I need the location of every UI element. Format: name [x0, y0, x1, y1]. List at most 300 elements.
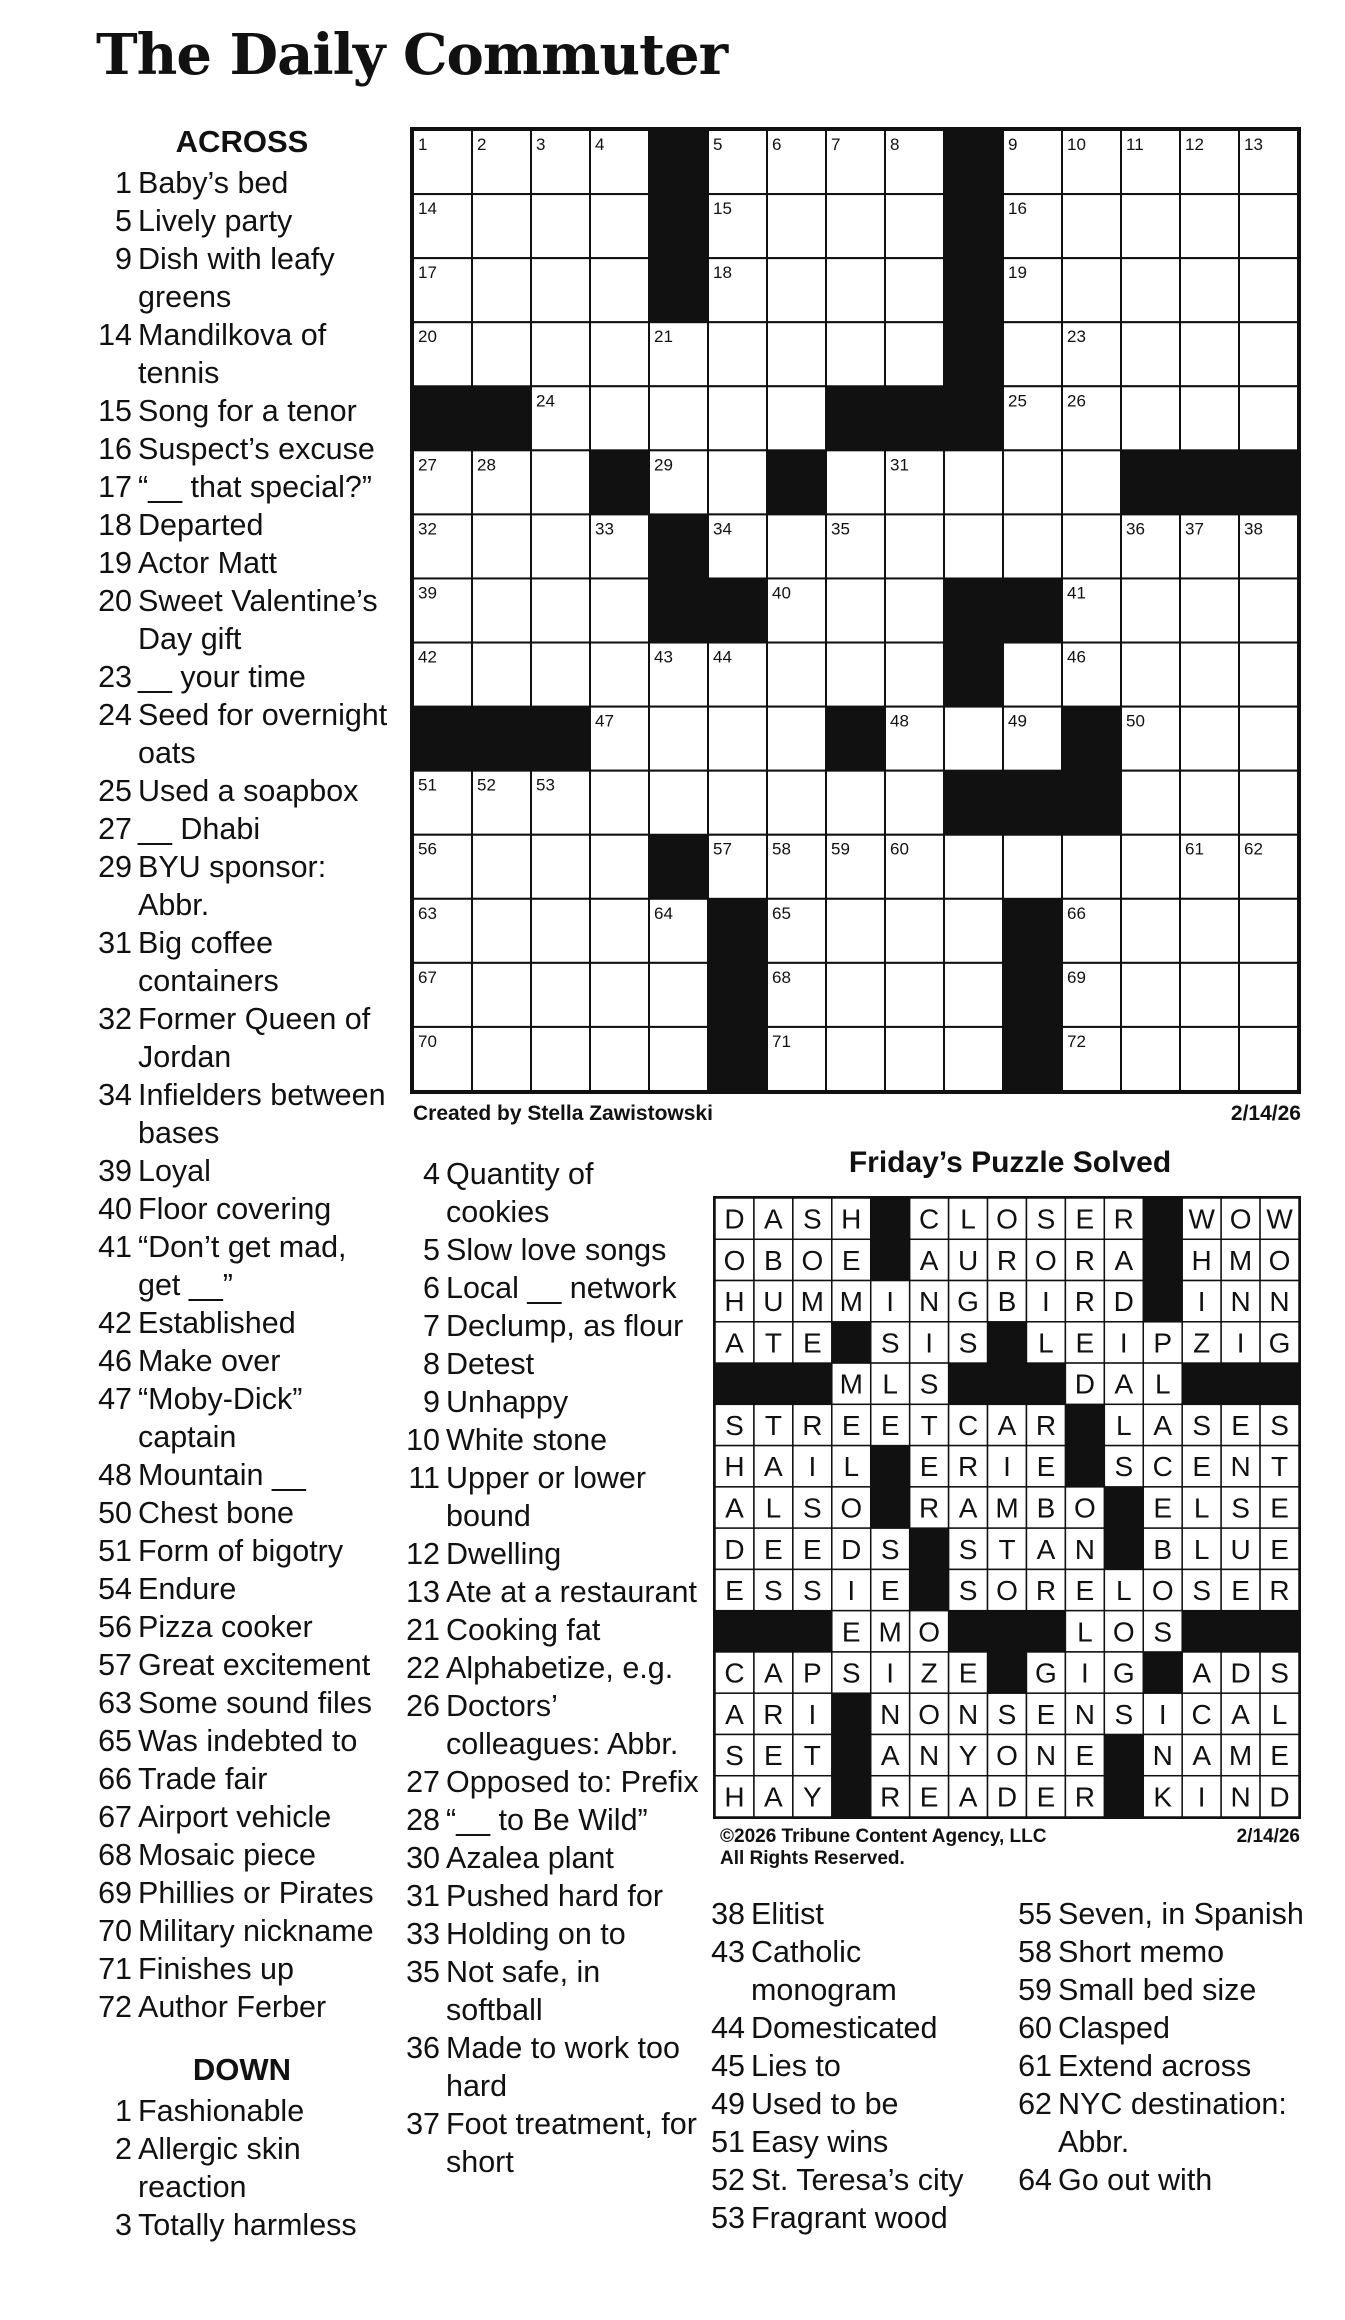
grid-cell[interactable]	[767, 194, 826, 258]
clue-down-col2-26[interactable]	[400, 1687, 700, 1763]
grid-cell[interactable]	[1239, 771, 1298, 835]
solved-black-square	[1182, 1363, 1222, 1405]
grid-cell[interactable]	[649, 963, 708, 1027]
solved-letter: S	[1036, 1203, 1056, 1235]
clue-text: Lively party	[138, 204, 293, 238]
solved-letter: S	[958, 1533, 978, 1565]
grid-cell[interactable]	[1180, 194, 1239, 258]
grid-cell[interactable]	[649, 771, 708, 835]
grid-cell[interactable]	[885, 194, 944, 258]
grid-cell[interactable]	[1180, 899, 1239, 963]
grid-cell[interactable]	[826, 899, 885, 963]
grid-cell[interactable]	[531, 514, 590, 578]
grid-cell[interactable]	[590, 771, 649, 835]
grid-cell[interactable]	[1003, 835, 1062, 899]
grid-cell[interactable]	[767, 514, 826, 578]
grid-cell[interactable]	[590, 386, 649, 450]
clue-across-51[interactable]	[92, 1532, 392, 1570]
clue-down-col2-8[interactable]	[400, 1345, 700, 1383]
grid-cell[interactable]	[944, 514, 1003, 578]
grid-cell[interactable]	[944, 707, 1003, 771]
clue-across-18[interactable]	[92, 506, 392, 544]
cell-number: 47	[595, 711, 614, 731]
grid-cell[interactable]	[649, 1027, 708, 1091]
grid-cell[interactable]	[472, 514, 531, 578]
clue-across-14[interactable]	[92, 316, 392, 392]
grid-cell[interactable]	[1180, 771, 1239, 835]
grid-cell[interactable]	[472, 322, 531, 386]
cell-number: 21	[654, 327, 673, 347]
clue-number: 9	[115, 242, 132, 276]
grid-cell[interactable]	[472, 963, 531, 1027]
grid-cell[interactable]	[944, 963, 1003, 1027]
grid-cell[interactable]	[826, 194, 885, 258]
grid-cell[interactable]	[767, 386, 826, 450]
solved-letter: L	[1038, 1327, 1054, 1359]
clue-down-col3-52[interactable]	[705, 2161, 995, 2199]
solved-letter: N	[1074, 1533, 1095, 1565]
clue-across-42[interactable]	[92, 1304, 392, 1342]
clue-across-68[interactable]	[92, 1836, 392, 1874]
clue-number: 37	[406, 2107, 440, 2141]
cell-number: 6	[772, 135, 782, 154]
grid-cell[interactable]	[1180, 963, 1239, 1027]
clue-number: 8	[423, 1347, 440, 1381]
clue-across-46[interactable]	[92, 1342, 392, 1380]
grid-cell[interactable]	[1239, 322, 1298, 386]
solved-letter: C	[1152, 1451, 1173, 1483]
solved-black-square	[871, 1198, 911, 1240]
solved-letter: A	[958, 1781, 978, 1813]
clue-down-col2-37[interactable]	[400, 2105, 700, 2181]
grid-cell[interactable]	[885, 514, 944, 578]
crossword-grid-svg[interactable]	[413, 130, 1298, 1091]
grid-cell[interactable]	[472, 899, 531, 963]
grid-cell[interactable]	[708, 771, 767, 835]
grid-cell[interactable]	[1121, 386, 1180, 450]
grid-cell[interactable]	[1003, 643, 1062, 707]
grid-cell[interactable]	[885, 963, 944, 1027]
clue-across-50[interactable]	[92, 1494, 392, 1532]
clue-across-56[interactable]	[92, 1608, 392, 1646]
clue-down-col1-2[interactable]	[92, 2130, 392, 2206]
solved-letter: U	[957, 1244, 979, 1276]
clue-down-col4-59[interactable]	[1012, 1971, 1332, 2009]
clue-text: Easy wins	[751, 2125, 889, 2159]
grid-cell[interactable]	[1062, 514, 1121, 578]
grid-cell[interactable]	[1121, 899, 1180, 963]
grid-cell[interactable]	[708, 707, 767, 771]
grid-cell[interactable]	[1239, 258, 1298, 322]
grid-cell[interactable]	[531, 322, 590, 386]
clue-number: 27	[406, 1765, 440, 1799]
clue-down-col2-27[interactable]	[400, 1763, 700, 1801]
solved-black-square	[1143, 1652, 1183, 1694]
grid-cell[interactable]	[885, 578, 944, 642]
grid-cell[interactable]	[472, 643, 531, 707]
solved-letter: M	[1228, 1244, 1253, 1276]
grid-cell[interactable]	[826, 258, 885, 322]
grid-cell[interactable]	[531, 258, 590, 322]
grid-cell[interactable]	[1180, 258, 1239, 322]
solved-letter: M	[800, 1286, 824, 1318]
clue-across-71[interactable]	[92, 1950, 392, 1988]
grid-cell[interactable]	[1180, 322, 1239, 386]
solved-letter: O	[1151, 1575, 1174, 1607]
clue-across-48[interactable]	[92, 1456, 392, 1494]
clue-across-47[interactable]	[92, 1380, 392, 1456]
solved-black-square	[754, 1611, 794, 1653]
clue-text: Chest bone	[138, 1496, 294, 1530]
grid-cell[interactable]	[826, 643, 885, 707]
clue-down-col2-30[interactable]	[400, 1839, 700, 1877]
solved-letter: I	[1197, 1781, 1206, 1813]
grid-cell[interactable]	[1062, 194, 1121, 258]
clue-text: “Moby-Dick” captain	[138, 1382, 303, 1454]
grid-cell[interactable]	[1239, 707, 1298, 771]
black-square	[590, 450, 650, 515]
grid-cell[interactable]	[767, 643, 826, 707]
solved-black-square	[988, 1322, 1028, 1364]
solved-black-square	[832, 1776, 872, 1817]
cell-number: 35	[831, 519, 850, 539]
cell-number: 39	[418, 583, 437, 603]
clue-down-col2-33[interactable]	[400, 1915, 700, 1953]
grid-cell[interactable]	[826, 578, 885, 642]
across-list	[92, 164, 392, 2026]
clue-across-66[interactable]	[92, 1760, 392, 1798]
clue-down-col2-22[interactable]	[400, 1649, 700, 1687]
grid-cell[interactable]	[885, 258, 944, 322]
solved-black-square	[1143, 1281, 1183, 1323]
grid-cell[interactable]	[767, 322, 826, 386]
clue-number: 61	[1018, 2049, 1052, 2083]
grid-cell[interactable]	[1180, 643, 1239, 707]
grid-cell[interactable]	[885, 771, 944, 835]
solved-letter: E	[1036, 1451, 1056, 1483]
grid-cell[interactable]	[472, 258, 531, 322]
grid-cell[interactable]	[1239, 578, 1298, 642]
clue-down-col4-55[interactable]	[1012, 1895, 1332, 1933]
clue-number: 58	[1018, 1935, 1052, 1969]
clue-number: 71	[98, 1952, 132, 1986]
solved-black-square	[949, 1611, 989, 1653]
solved-letter: O	[723, 1244, 746, 1276]
clue-across-17[interactable]	[92, 468, 392, 506]
grid-cell[interactable]	[1121, 643, 1180, 707]
grid-cell[interactable]	[826, 771, 885, 835]
clue-down-col1-1[interactable]	[92, 2092, 392, 2130]
solved-letter: A	[1231, 1698, 1250, 1730]
grid-cell[interactable]	[1180, 1027, 1239, 1091]
solved-letter: T	[998, 1533, 1016, 1565]
clue-across-63[interactable]	[92, 1684, 392, 1722]
solved-letter: E	[1036, 1781, 1056, 1813]
cell-number: 10	[1067, 135, 1086, 154]
clue-text: Cooking fat	[446, 1613, 601, 1647]
grid-cell[interactable]	[531, 899, 590, 963]
grid-cell[interactable]	[531, 578, 590, 642]
solved-black-square	[754, 1363, 794, 1405]
clue-across-54[interactable]	[92, 1570, 392, 1608]
solved-letter: R	[1035, 1409, 1057, 1441]
clue-number: 27	[98, 812, 132, 846]
cell-number: 26	[1067, 391, 1086, 411]
clue-down-col4-64[interactable]	[1012, 2161, 1332, 2199]
clue-down-col3-45[interactable]	[705, 2047, 995, 2085]
cell-number: 60	[890, 839, 909, 859]
solved-letter: S	[880, 1533, 900, 1565]
solved-letter: N	[1152, 1740, 1173, 1772]
clue-down-col2-9[interactable]	[400, 1383, 700, 1421]
solved-letter: S	[1153, 1616, 1173, 1648]
cell-number: 17	[418, 263, 437, 283]
clue-text: “__ that special?”	[138, 470, 372, 504]
clue-text: Go out with	[1058, 2163, 1213, 2197]
grid-cell[interactable]	[885, 1027, 944, 1091]
clue-text: Mandilkova of tennis	[138, 318, 327, 390]
clue-across-31[interactable]	[92, 924, 392, 1000]
black-square	[1239, 450, 1298, 515]
grid-cell[interactable]	[531, 1027, 590, 1091]
solved-letter: R	[1113, 1203, 1134, 1235]
clue-across-27[interactable]	[92, 810, 392, 848]
clue-across-34[interactable]	[92, 1076, 392, 1152]
clue-down-col2-6[interactable]	[400, 1269, 700, 1307]
clue-down-col4-61[interactable]	[1012, 2047, 1332, 2085]
grid-cell[interactable]	[708, 450, 767, 514]
clue-text: Elitist	[751, 1897, 824, 1931]
clue-across-67[interactable]	[92, 1798, 392, 1836]
clue-across-23[interactable]	[92, 658, 392, 696]
solved-letter: I	[1042, 1286, 1050, 1318]
grid-cell[interactable]	[944, 450, 1003, 514]
clue-down-col2-28[interactable]	[400, 1801, 700, 1839]
grid-cell[interactable]	[1121, 835, 1180, 899]
solved-letter: C	[919, 1203, 940, 1235]
solved-black-square	[793, 1363, 833, 1405]
grid-cell[interactable]	[767, 771, 826, 835]
clue-across-1[interactable]	[92, 164, 392, 202]
clue-down-col3-49[interactable]	[705, 2085, 995, 2123]
clue-across-65[interactable]	[92, 1722, 392, 1760]
grid-cell[interactable]	[1180, 386, 1239, 450]
clue-across-32[interactable]	[92, 1000, 392, 1076]
cell-number: 31	[890, 455, 909, 475]
grid-cell[interactable]	[1121, 322, 1180, 386]
grid-cell[interactable]	[708, 322, 767, 386]
clue-text: Ate at a restaurant	[446, 1575, 697, 1609]
clue-down-col1-3[interactable]	[92, 2206, 392, 2244]
clue-down-col2-5[interactable]	[400, 1231, 700, 1269]
grid-cell[interactable]	[531, 450, 590, 514]
solved-letter: T	[764, 1409, 782, 1441]
grid-cell[interactable]	[590, 322, 649, 386]
clue-across-9[interactable]	[92, 240, 392, 316]
solved-letter: O	[801, 1244, 824, 1276]
grid-cell[interactable]	[1121, 194, 1180, 258]
grid-cell[interactable]	[1180, 578, 1239, 642]
clue-down-col2-36[interactable]	[400, 2029, 700, 2105]
solved-letter: D	[724, 1533, 745, 1565]
grid-cell[interactable]	[472, 194, 531, 258]
grid-cell[interactable]	[1239, 194, 1298, 258]
solved-letter: R	[880, 1781, 901, 1813]
solved-letter: E	[841, 1409, 861, 1441]
solved-letter: R	[919, 1492, 940, 1524]
clue-across-72[interactable]	[92, 1988, 392, 2026]
grid-cell[interactable]	[1239, 386, 1298, 450]
cell-number: 72	[1067, 1031, 1086, 1051]
grid-cell[interactable]	[590, 643, 649, 707]
grid-cell[interactable]	[708, 386, 767, 450]
clue-text: Pushed hard for	[446, 1879, 664, 1913]
clue-down-col2-12[interactable]	[400, 1535, 700, 1573]
clue-down-col2-35[interactable]	[400, 1953, 700, 2029]
clue-down-col3-53[interactable]	[705, 2199, 995, 2237]
clue-text: Foot treatment, for short	[446, 2107, 697, 2179]
grid-cell[interactable]	[649, 386, 708, 450]
grid-cell[interactable]	[1062, 450, 1121, 514]
clue-down-col4-60[interactable]	[1012, 2009, 1332, 2047]
grid-cell[interactable]	[590, 835, 649, 899]
grid-cell[interactable]	[826, 963, 885, 1027]
clue-text: Declump, as flour	[446, 1309, 684, 1343]
clue-down-col2-10[interactable]	[400, 1421, 700, 1459]
clue-across-57[interactable]	[92, 1646, 392, 1684]
clue-text: Opposed to: Prefix	[446, 1765, 699, 1799]
solved-letter: E	[1270, 1492, 1289, 1524]
grid-cell[interactable]	[531, 194, 590, 258]
clue-across-39[interactable]	[92, 1152, 392, 1190]
clue-down-col2-21[interactable]	[400, 1611, 700, 1649]
grid-cell[interactable]	[590, 899, 649, 963]
black-square	[649, 578, 709, 643]
grid-cell[interactable]	[1239, 643, 1298, 707]
grid-cell[interactable]	[1239, 899, 1298, 963]
grid-cell[interactable]	[1003, 514, 1062, 578]
solved-letter: I	[1003, 1451, 1011, 1483]
clue-across-19[interactable]	[92, 544, 392, 582]
clue-across-15[interactable]	[92, 392, 392, 430]
grid-cell[interactable]	[1121, 258, 1180, 322]
clue-number: 69	[98, 1876, 132, 1910]
grid-cell[interactable]	[1180, 707, 1239, 771]
clue-across-70[interactable]	[92, 1912, 392, 1950]
grid-cell[interactable]	[826, 322, 885, 386]
grid-cell[interactable]	[472, 578, 531, 642]
grid-cell[interactable]	[531, 643, 590, 707]
clue-number: 34	[98, 1078, 132, 1112]
clue-across-69[interactable]	[92, 1874, 392, 1912]
clue-across-24[interactable]	[92, 696, 392, 772]
clue-text: NYC destination: Abbr.	[1058, 2087, 1287, 2159]
solved-letter: A	[764, 1657, 783, 1689]
black-square	[1003, 771, 1063, 836]
clue-down-col2-31[interactable]	[400, 1877, 700, 1915]
grid-cell[interactable]	[472, 1027, 531, 1091]
clue-down-col2-7[interactable]	[400, 1307, 700, 1345]
clue-down-col3-51[interactable]	[705, 2123, 995, 2161]
clue-across-16[interactable]	[92, 430, 392, 468]
grid-cell[interactable]	[590, 1027, 649, 1091]
black-square	[944, 322, 1004, 387]
clue-across-20[interactable]	[92, 582, 392, 658]
clue-down-col2-11[interactable]	[400, 1459, 700, 1535]
solved-black-square	[715, 1363, 755, 1405]
grid-cell[interactable]	[531, 963, 590, 1027]
grid-cell[interactable]	[1121, 771, 1180, 835]
grid-cell[interactable]	[590, 258, 649, 322]
clue-down-col3-38[interactable]	[705, 1895, 995, 1933]
grid-cell[interactable]	[885, 643, 944, 707]
clue-number: 43	[711, 1935, 745, 1969]
clue-across-25[interactable]	[92, 772, 392, 810]
grid-cell[interactable]	[767, 258, 826, 322]
clue-down-col4-58[interactable]	[1012, 1933, 1332, 1971]
grid-cell[interactable]	[826, 1027, 885, 1091]
cell-number: 64	[654, 903, 673, 923]
grid-cell[interactable]	[1121, 578, 1180, 642]
grid-cell[interactable]	[944, 835, 1003, 899]
clue-across-29[interactable]	[92, 848, 392, 924]
grid-cell[interactable]	[590, 194, 649, 258]
grid-cell[interactable]	[944, 899, 1003, 963]
grid-cell[interactable]	[649, 707, 708, 771]
clue-down-col3-44[interactable]	[705, 2009, 995, 2047]
clue-across-5[interactable]	[92, 202, 392, 240]
black-square	[1062, 771, 1122, 836]
solved-letter: W	[1266, 1203, 1293, 1235]
grid-cell[interactable]	[944, 1027, 1003, 1091]
grid-cell[interactable]	[1003, 322, 1062, 386]
clue-across-41[interactable]	[92, 1228, 392, 1304]
solved-letter: D	[996, 1781, 1018, 1813]
crossword-grid[interactable]	[410, 127, 1301, 1094]
grid-cell[interactable]	[1121, 1027, 1180, 1091]
cell-number: 19	[1008, 263, 1027, 283]
clue-down-col2-13[interactable]	[400, 1573, 700, 1611]
grid-cell[interactable]	[885, 322, 944, 386]
grid-cell[interactable]	[1121, 963, 1180, 1027]
clue-text: __ your time	[138, 660, 306, 694]
grid-cell[interactable]	[885, 899, 944, 963]
solved-black-square	[910, 1528, 950, 1570]
solved-letter: C	[957, 1409, 979, 1441]
grid-cell[interactable]	[531, 835, 590, 899]
clue-number: 21	[406, 1613, 440, 1647]
grid-cell[interactable]	[1062, 258, 1121, 322]
grid-cell[interactable]	[590, 578, 649, 642]
clue-down-col2-4[interactable]	[400, 1155, 700, 1231]
grid-cell[interactable]	[1003, 450, 1062, 514]
grid-cell[interactable]	[1062, 835, 1121, 899]
grid-cell[interactable]	[472, 835, 531, 899]
grid-cell[interactable]	[1239, 1027, 1298, 1091]
clue-across-40[interactable]	[92, 1190, 392, 1228]
grid-cell[interactable]	[1239, 963, 1298, 1027]
clue-number: 70	[98, 1914, 132, 1948]
solved-letter: H	[1191, 1244, 1212, 1276]
grid-cell[interactable]	[590, 963, 649, 1027]
clue-number: 68	[98, 1838, 132, 1872]
grid-cell[interactable]	[767, 707, 826, 771]
grid-cell[interactable]	[826, 450, 885, 514]
solved-letter: I	[847, 1575, 856, 1607]
clue-down-col4-62[interactable]	[1012, 2085, 1332, 2161]
clue-down-col3-43[interactable]	[705, 1933, 995, 2009]
clue-number: 28	[406, 1803, 440, 1837]
